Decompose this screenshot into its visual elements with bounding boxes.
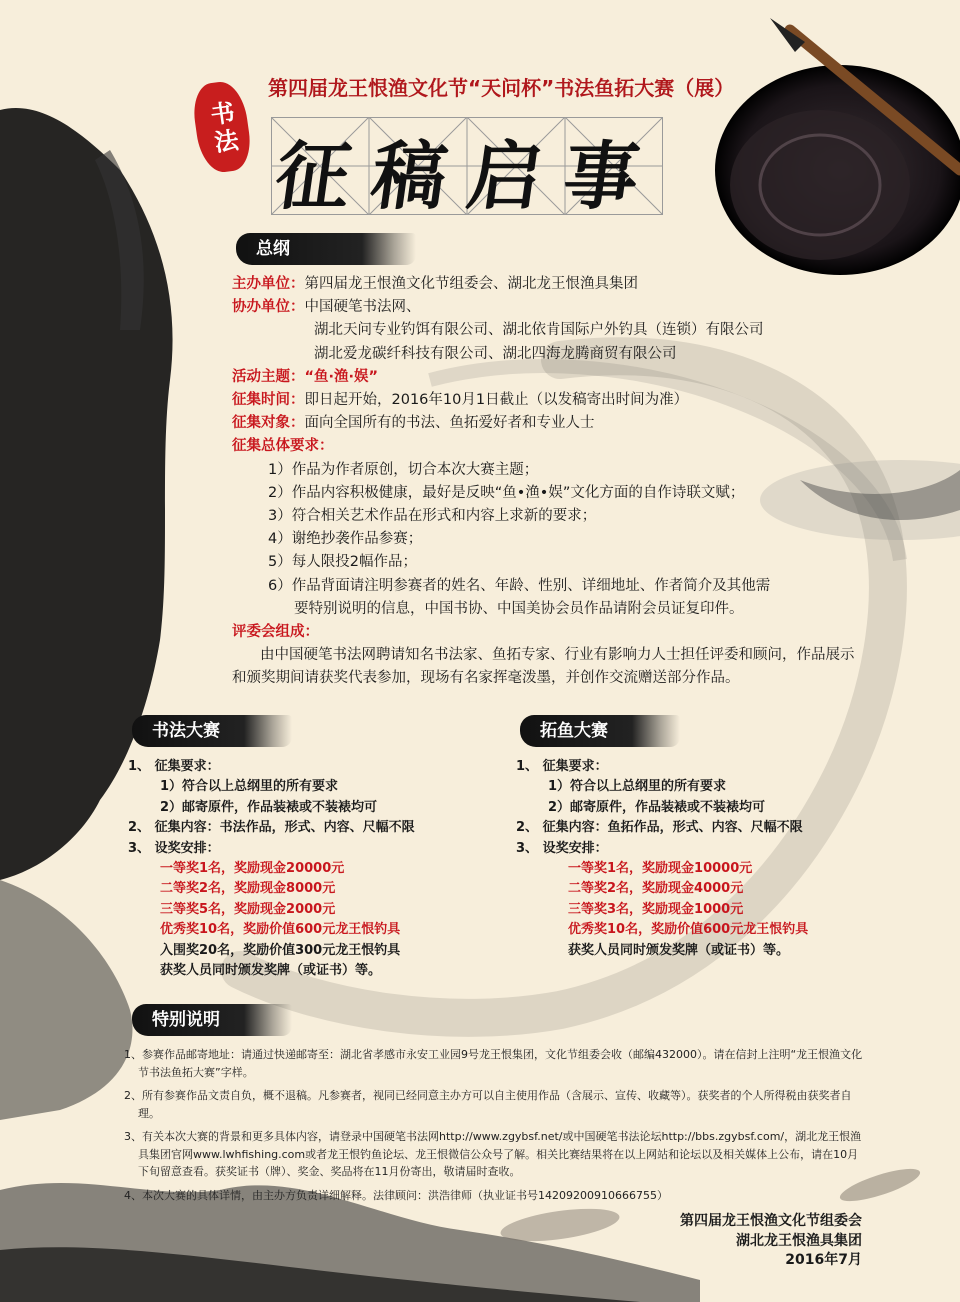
fishprint-section	[516, 757, 808, 961]
calligraphy-heading	[132, 715, 292, 747]
jury-text: 由中国硬笔书法网聘请知名书法家、鱼拓专家、行业有影响力人士担任评委和顾问，作品展示和颁奖期间请获奖代表参加，现场有名家挥毫泼墨，并创作交流赠送部分作品。	[232, 647, 855, 687]
calligraphy-heading-text: 书法大赛	[152, 721, 220, 741]
general-heading-text: 总纲	[256, 239, 290, 259]
calligraphy-prize-2: 二等奖2名，奖励现金8000元	[160, 881, 336, 897]
requirement-2: 2）作品内容积极健康，最好是反映“鱼•渔•娱”文化方面的自作诗联文赋；	[268, 484, 745, 501]
calligraphy-prize-excellent: 优秀奖10名，奖励价值600元龙王恨钓具	[160, 922, 401, 938]
footer-signature	[680, 1212, 862, 1271]
general-section	[232, 273, 922, 691]
calligraphy-req-2: 2）邮寄原件，作品装裱或不装裱均可	[160, 799, 378, 815]
calligraphy-prize-3: 三等奖5名，奖励现金2000元	[160, 901, 336, 917]
cohost-line-2: 湖北天问专业钓饵有限公司、湖北依肯国际户外钓具（连锁）有限公司	[314, 322, 764, 339]
host-value: 第四届龙王恨渔文化节组委会、湖北龙王恨渔具集团	[304, 276, 638, 292]
special-note-3: 3、有关本次大赛的背景和更多具体内容，请登录中国硬笔书法网http://www.zgybsf.net/或中国硬笔书法论坛http://bbs.zgybsf.com/，湖北龙王恨渔具集团官网www.lwhfishing.com或者龙王恨钓鱼论坛、龙王恨微信公众号了解。相关比赛结果将在以上网站和论坛以及相关媒体上公布，请在10月下旬留意查看。获奖证书（牌）、奖金、奖品将在11月份寄出，敬请届时查收。	[124, 1130, 862, 1178]
call-for-entries-title: 征稿启事	[270, 134, 667, 220]
requirement-6-cont: 要特别说明的信息，中国书协、中国美协会员作品请附会员证复印件。	[294, 600, 744, 617]
special-heading	[132, 1004, 292, 1036]
cohost-label: 协办单位：	[232, 299, 305, 316]
theme-label: 活动主题：	[232, 368, 305, 385]
fishprint-awards-title: 3、 设奖安排：	[516, 840, 608, 856]
special-note-2: 2、所有参赛作品文责自负，概不退稿。凡参赛者，视同已经同意主办方可以自主使用作品（含展示、宣传、收藏等）。获奖者的个人所得税由获奖者自理。	[124, 1089, 852, 1120]
special-heading-text: 特别说明	[152, 1010, 220, 1030]
calligraphy-req-1: 1）符合以上总纲里的所有要求	[160, 779, 339, 795]
theme-value: “鱼·渔·娱”	[304, 368, 379, 385]
requirement-4: 4）谢绝抄袭作品参赛；	[268, 531, 423, 548]
special-notes	[124, 1046, 864, 1210]
fishprint-prize-1: 一等奖1名，奖励现金10000元	[568, 861, 753, 877]
time-label: 征集时间：	[232, 392, 305, 409]
special-note-4: 4、本次大赛的具体详情，由主办方负责详细解释。法律顾问：洪浩律师（执业证书号14209200910666755）	[124, 1188, 668, 1202]
jury-label: 评委会组成：	[232, 624, 319, 641]
requirement-5: 5）每人限投2幅作品；	[268, 554, 417, 571]
special-note-1: 1、参赛作品邮寄地址：请通过快递邮寄至：湖北省孝感市永安工业园9号龙王恨集团，文化节组委会收（邮编432000）。请在信封上注明“龙王恨渔文化节书法鱼拓大赛”字样。	[124, 1048, 863, 1079]
event-title: 第四届龙王恨渔文化节“天问杯”书法鱼拓大赛（展）	[268, 76, 735, 100]
fishprint-content: 2、 征集内容：鱼拓作品，形式、内容、尺幅不限	[516, 820, 803, 836]
calligraphy-section	[128, 757, 415, 981]
cohost-line-1: 中国硬笔书法网、	[304, 299, 421, 316]
fishprint-heading	[520, 715, 680, 747]
requirement-3: 3）符合相关艺术作品在形式和内容上求新的要求；	[268, 508, 597, 525]
footer-org-2: 湖北龙王恨渔具集团	[736, 1232, 862, 1249]
calligraphy-prize-finalist: 入围奖20名，奖励价值300元龙王恨钓具	[160, 942, 401, 958]
calligraphy-awards-title: 3、 设奖安排：	[128, 840, 220, 856]
fishprint-req-1: 1）符合以上总纲里的所有要求	[548, 779, 727, 795]
fishprint-prize-2: 二等奖2名，奖励现金4000元	[568, 881, 744, 897]
footer-org-1: 第四届龙王恨渔文化节组委会	[680, 1213, 862, 1229]
calligraphy-prize-1: 一等奖1名，奖励现金20000元	[160, 861, 345, 877]
target-value: 面向全国所有的书法、鱼拓爱好者和专业人士	[304, 415, 595, 432]
calligraphy-req-title: 1、 征集要求：	[128, 759, 220, 774]
fishprint-req-2: 2）邮寄原件，作品装裱或不装裱均可	[548, 799, 766, 815]
fishprint-prize-excellent: 优秀奖10名，奖励价值600元龙王恨钓具	[568, 922, 809, 938]
target-label: 征集对象：	[232, 415, 305, 432]
calligraphy-prize-note: 获奖人员同时颁发奖牌（或证书）等。	[160, 963, 382, 979]
host-label: 主办单位：	[232, 276, 305, 292]
requirement-6: 6）作品背面请注明参赛者的姓名、年龄、性别、详细地址、作者简介及其他需	[268, 577, 771, 594]
general-heading	[236, 233, 416, 265]
calligraphy-seal: 书法	[190, 79, 254, 175]
fishprint-heading-text: 拓鱼大赛	[540, 721, 608, 741]
fishprint-prize-3: 三等奖3名，奖励现金1000元	[568, 901, 744, 917]
fishprint-prize-note: 获奖人员同时颁发奖牌（或证书）等。	[568, 942, 790, 958]
requirements-label: 征集总体要求：	[232, 438, 334, 455]
calligraphy-content: 2、 征集内容：书法作品，形式、内容、尺幅不限	[128, 820, 415, 836]
fishprint-req-title: 1、 征集要求：	[516, 759, 608, 774]
footer-date: 2016年7月	[785, 1252, 862, 1268]
requirement-1: 1）作品为作者原创，切合本次大赛主题；	[268, 461, 539, 478]
time-value: 即日起开始，2016年10月1日截止（以发稿寄出时间为准）	[304, 392, 689, 409]
cohost-line-3: 湖北爱龙碳纤科技有限公司、湖北四海龙腾商贸有限公司	[314, 345, 677, 362]
